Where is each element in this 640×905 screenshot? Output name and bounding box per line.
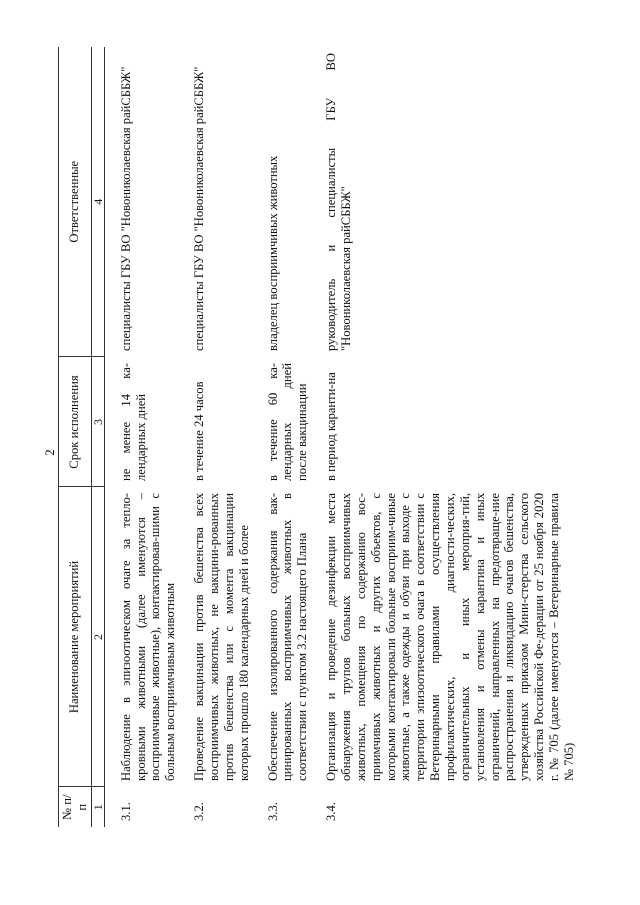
table-row xyxy=(324,47,591,827)
table-row xyxy=(266,47,325,827)
row-deadline: в период каранти-на xyxy=(324,372,339,481)
measures-table xyxy=(58,47,591,827)
table-row xyxy=(192,47,265,827)
column-number: 3 xyxy=(91,357,104,487)
row-number: 3.4. xyxy=(324,802,339,821)
row-measure-name: Наблюдение в эпизоотическом очаге за тепло-кровными животными (далее именуются – восприимчивые животные), контактировав-шими с больным восприимчивым животным xyxy=(118,493,178,781)
row-responsible: специалисты ГБУ ВО "Новониколаевская райСББЖ" xyxy=(192,66,207,351)
row-responsible: руководитель и специалисты ГБУ ВО "Новониколаевская райСББЖ" xyxy=(324,53,354,351)
column-number: 1 xyxy=(91,787,104,827)
column-number: 2 xyxy=(91,487,104,787)
row-number: 3.2. xyxy=(192,802,207,821)
page-number: 2 xyxy=(42,449,57,456)
row-measure-name: Проведение вакцинации против бешенства всех восприимчивых животных, не вакцини-рованных против бешенства или с момента вакцинации которых прошло 180 календарных дней и более xyxy=(192,493,251,781)
header-measure-name: Наименование мероприятий xyxy=(59,487,92,787)
row-deadline: в течение 24 часов xyxy=(192,381,207,481)
header-number: № п/п xyxy=(59,787,92,827)
header-deadline: Срок исполнения xyxy=(59,357,92,487)
column-number: 4 xyxy=(91,47,104,357)
table-header-row xyxy=(59,47,92,827)
table-row xyxy=(119,47,192,827)
header-responsible: Ответственные xyxy=(59,47,92,357)
row-deadline: не менее 14 ка-лендарных дней xyxy=(118,363,148,481)
row-measure-name: Обеспечение изолированного содержания вак-цинированных восприимчивых животных в соответствии с пунктом 3.2 настоящего Плана xyxy=(265,493,310,781)
row-measure-name: Организация и проведение дезинфекции места обнаружения трупов больных восприимчивых животных, помещения по содержанию вос-приимчивых животных и других объектов, с которыми контактировали больные восприим-чивые животные, а также одежды и обуви при выходе с территории эпизоотического очага в соответствии с Ветеринарными правилами осуществления профилактических, диагности-ческих, ограничительных и иных мероприя-тий, установления и отмены карантина и иных ограничений, направленных на предотвраще-ние распространения и ликвидацию очагов бешенства, утвержденных приказом Мини-стерства сельского хозяйства Российской Фе-дерации от 25 ноября 2020 г. № 705 (далее именуются – Ветеринарные правила № 705) xyxy=(324,493,576,781)
row-number: 3.3. xyxy=(265,802,280,821)
row-number: 3.1. xyxy=(118,802,133,821)
row-responsible: владелец восприимчивых животных xyxy=(265,155,280,351)
row-deadline: в течение 60 ка-лендарных дней после вакцинации xyxy=(265,363,310,481)
row-responsible: специалисты ГБУ ВО "Новониколаевская райСББЖ" xyxy=(118,66,133,351)
column-number-row xyxy=(91,47,104,827)
